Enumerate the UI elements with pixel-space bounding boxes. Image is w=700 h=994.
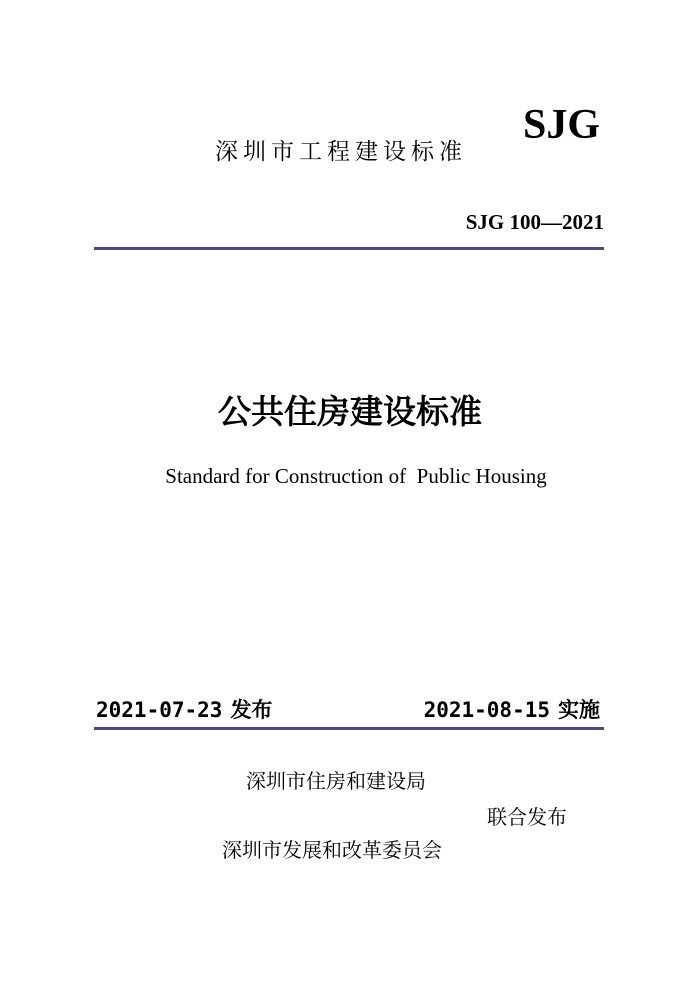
document-title-english: Standard for Construction of Public Housing bbox=[165, 464, 547, 488]
document-title-chinese: 公共住房建设标准 bbox=[218, 392, 482, 431]
effective-date-row bbox=[424, 700, 600, 721]
effective-label: 实施 bbox=[558, 698, 600, 722]
joint-issue-label: 联合发布 bbox=[487, 805, 567, 829]
standard-code: SJG 100—2021 bbox=[465, 210, 604, 234]
publish-date: 2021-07-23 bbox=[96, 698, 223, 722]
effective-date: 2021-08-15 bbox=[423, 698, 550, 722]
issuer-development-commission: 深圳市发展和改革委员会 bbox=[222, 838, 442, 862]
issuer-housing-bureau: 深圳市住房和建设局 bbox=[246, 769, 426, 793]
publish-label: 发布 bbox=[230, 698, 273, 722]
bottom-divider bbox=[94, 727, 604, 730]
sjg-logo: SJG bbox=[523, 102, 601, 148]
top-divider bbox=[94, 247, 604, 250]
publish-date-row bbox=[96, 700, 272, 721]
standard-series-name: 深圳市工程建设标准 bbox=[215, 139, 467, 165]
